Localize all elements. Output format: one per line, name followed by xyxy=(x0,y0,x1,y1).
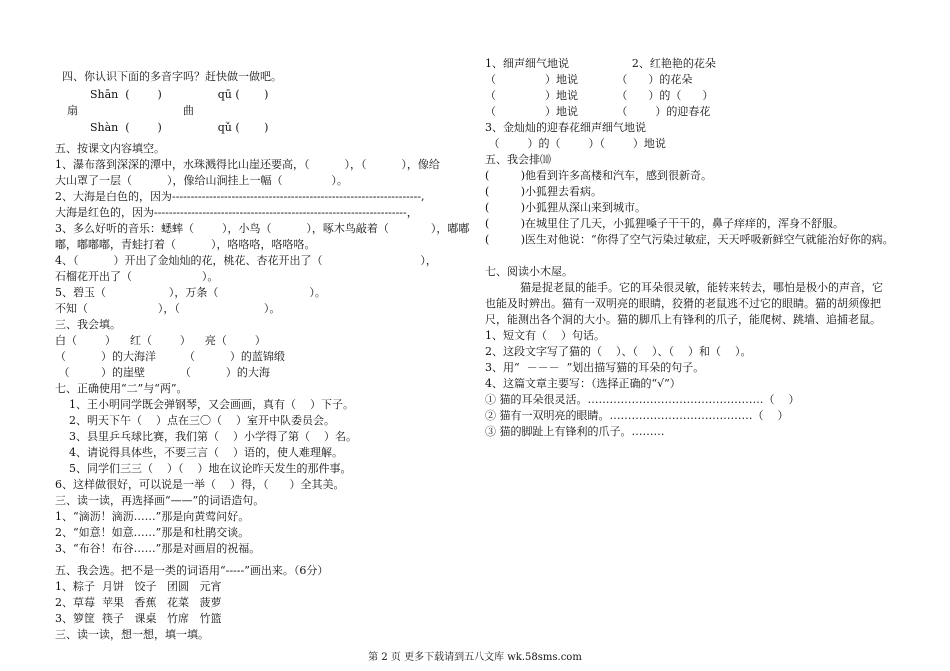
left-text-line: 三、我会填。 xyxy=(55,318,121,331)
left-text-line: 1、“滴沥！滴沥……”那是向黄莺问好。 xyxy=(55,510,250,523)
right-text-line: 尺，能测出各个洞的大小。猫的脚爪上有锋利的爪子，能爬树、跳墙、追捕老鼠。 xyxy=(485,313,881,326)
right-text-line: （ ）地说 （ ）的花朵 xyxy=(485,73,693,86)
right-text-line: 3、用“ －－－ ”划出描写猫的耳朵的句子。 xyxy=(485,361,705,374)
right-text-line: 4、这篇文章主要写：（选择正确的“√”） xyxy=(485,377,681,390)
right-text-line: 1、细声细气地说 2、红艳艳的花朵 xyxy=(485,57,716,70)
left-text-line: Shān ( ) qū ( ) xyxy=(90,88,269,101)
right-text-line: 3、金灿灿的迎春花细声细气地说 xyxy=(485,121,646,134)
right-text-line: ① 猫的耳朵很灵活。…………………………………………（ ） xyxy=(485,393,800,406)
right-text-line: （ ）地说 （ ）的（ ） xyxy=(485,89,714,102)
right-text-line: （ ）地说 （ ）的迎春花 xyxy=(485,105,711,118)
right-text-line: 2、这段文字写了猫的（ ）、（ ）、（ ）和（ ）。 xyxy=(485,345,752,358)
left-text-line: 七、正确使用“二”与“两”。 xyxy=(55,382,188,395)
left-text-line: 5、碧玉（ ），万条（ ）。 xyxy=(55,286,326,299)
left-text-line: 1、粽子 月饼 饺子 团圆 元宵 xyxy=(55,580,222,593)
left-text-line: 2、“如意！如意……”那是和杜鹃交谈。 xyxy=(55,526,250,539)
left-text-line: 3、县里乒乓球比赛，我们第（ ）小学得了第（ ）名。 xyxy=(55,430,357,443)
left-text-line: 6、这样做很好，可以说是一举（ ）得，（ ）全其美。 xyxy=(55,478,345,491)
left-text-line: Shàn ( ) qǔ ( ) xyxy=(90,121,269,134)
left-text-line: 1、瀑布落到深深的潭中，水珠溅得比山崖还要高，（ ），（ ），像给 xyxy=(55,158,440,171)
right-text-line: ( )在城里住了几天，小狐狸嗓子干干的，鼻子痒痒的，浑身不舒服。 xyxy=(485,217,845,230)
right-text-line: ( )小狐狸去看病。 xyxy=(485,185,603,198)
right-text-line: 猫是捉老鼠的能手。它的耳朵很灵敏，能转来转去，哪怕是极小的声音，它 xyxy=(485,281,883,294)
right-text-line: （ ）的（ ）（ ）地说 xyxy=(485,137,666,150)
left-text-line: 嘟，嘟嘟嘟，青蛙打着（ ），咯咯咯，咯咯咯。 xyxy=(55,238,316,251)
left-text-line: （ ）的大海洋 （ ）的蓝锦缎 xyxy=(55,350,285,363)
right-text-line: ( )小狐狸从深山来到城市。 xyxy=(485,201,647,214)
page-footer: 第 2 页 更多下载请到五八文库 wk.58sms.com xyxy=(368,652,582,663)
left-text-line: 3、多么好听的音乐：蟋蟀（ ），小鸟（ ），啄木鸟敲着（ ），嘟嘟 xyxy=(55,222,470,235)
right-text-line: ( )他看到许多高楼和汽车，感到很新奇。 xyxy=(485,169,713,182)
right-text-line: 七、阅读小木屋。 xyxy=(485,265,573,278)
left-text-line: 三、读一读，再选择画“——”的词语造句。 xyxy=(55,494,265,507)
right-text-line: 1、短文有（ ）句话。 xyxy=(485,329,605,342)
left-text-line: 不知（ ），（ ）。 xyxy=(55,302,281,315)
left-text-line: 3、“布谷！布谷……”那是对画眉的祝福。 xyxy=(55,542,261,555)
left-text-line: 4、请说得具体些，不要三言（ ）语的，使人难理解。 xyxy=(55,446,343,459)
left-text-line: 四、你认识下面的多音字吗？赶快做一做吧。 xyxy=(62,70,282,83)
left-text-line: 大海是红色的，因为--------------------------------------------------------------------， xyxy=(55,206,418,219)
left-text-line: 2、大海是白色的，因为-------------------------------------------------------------------, xyxy=(55,190,425,203)
left-text-line: 扇 曲 xyxy=(67,104,194,117)
left-text-line: 3、箩筐 筷子 课桌 竹席 竹篮 xyxy=(55,612,222,625)
left-text-line: 三、读一读，想一想，填一填。 xyxy=(55,628,209,641)
right-text-line: 五、我会排⑽ xyxy=(485,153,551,166)
left-text-line: 石榴花开出了（ ）。 xyxy=(55,270,219,283)
left-text-line: 5、同学们三三（ ）（ ）地在议论昨天发生的那件事。 xyxy=(55,462,352,475)
left-text-line: （ ）的崖壁 （ ）的大海 xyxy=(55,366,270,379)
left-text-line: 2、明天下午（ ）点在三〇（ ）室开中队委员会。 xyxy=(55,414,335,427)
left-text-line: 大山罩了一层（ ），像给山涧挂上一幅（ ）。 xyxy=(55,174,348,187)
right-text-line: 也能及时辨出。猫有一双明亮的眼睛，狡猾的老鼠逃不过它的眼睛。猫的胡须像把 xyxy=(485,297,881,310)
left-text-line: 4、（ ）开出了金灿灿的花，桃花、杏花开出了（ ）， xyxy=(55,254,437,267)
left-text-line: 五、按课文内容填空。 xyxy=(55,142,165,155)
left-text-line: 2、草莓 苹果 香蕉 花菜 菠萝 xyxy=(55,596,222,609)
right-text-line: ② 猫有一双明亮的眼睛。…………………………………（ ） xyxy=(485,409,789,422)
right-text-line: ( )医生对他说：“你得了空气污染过敏症，天天呼吸新鲜空气就能治好你的病。 xyxy=(485,233,894,246)
left-text-line: 白（ ） 红（ ） 亮（ ） xyxy=(55,334,266,347)
left-text-line: 五、我会选。把不是一类的词语用“-----”画出来。（6分） xyxy=(55,564,329,577)
left-text-line: 1、王小明同学既会弹钢琴，又会画画，真有（ ）下子。 xyxy=(55,398,354,411)
right-text-line: ③ 猫的脚趾上有锋利的爪子。……… xyxy=(485,425,665,438)
